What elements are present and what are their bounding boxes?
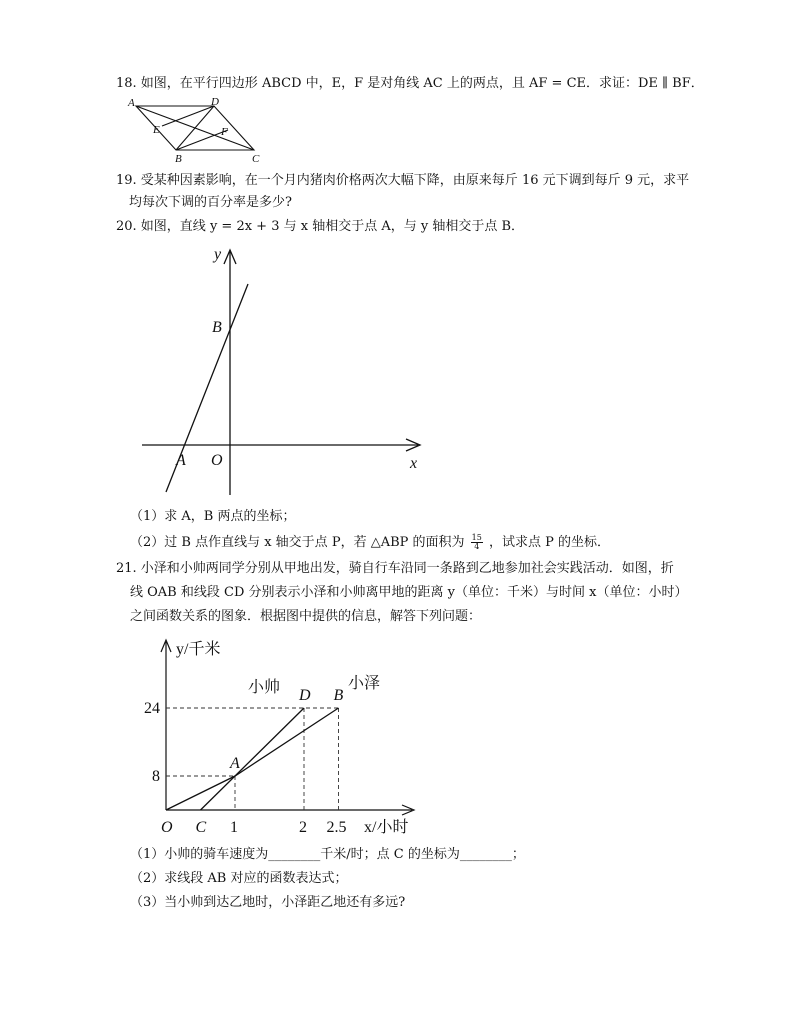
vertex-label: D	[299, 687, 311, 704]
q21-sub-2: （2）求线段 AB 对应的函数表达式；	[130, 871, 348, 886]
label-e: E	[153, 124, 160, 136]
x-axis-label: x	[410, 455, 418, 472]
q19-line-2: 均每次下调的百分率是多少?	[129, 195, 292, 210]
q21-sub-1: （1）小帅的骑车速度为________千米/时；点 C 的坐标为________；	[130, 847, 525, 862]
q21-line-2: 线 OAB 和线段 CD 分别表示小泽和小帅离甲地的距离 y（单位：千米）与时间 x（单位：小时）	[130, 585, 688, 600]
origin-label: O	[211, 452, 223, 469]
series-label-xiaoze: 小泽	[348, 675, 381, 692]
q20-sub-1: （1）求 A，B 两点的坐标；	[130, 509, 296, 524]
series-label-xiaoshuai: 小帅	[248, 679, 281, 696]
x-tick-label: 2.5	[326, 819, 347, 836]
series-line-2	[201, 708, 305, 810]
fraction-denominator: 4	[474, 542, 480, 551]
q20-text: 20. 如图，直线 y = 2x + 3 与 x 轴相交于点 A，与 y 轴相交于点 B．	[116, 219, 525, 234]
y-tick-label: 24	[144, 700, 160, 717]
label-a: A	[128, 97, 135, 109]
x-tick-label: C	[195, 819, 207, 836]
vertex-label: B	[333, 687, 344, 704]
point-a-label: A	[176, 452, 186, 469]
y-axis-label: y	[214, 246, 222, 263]
x-tick-label: 1	[230, 819, 238, 836]
point-b-label: B	[212, 319, 222, 336]
x-tick-label: O	[161, 819, 173, 836]
q21-sub-3: （3）当小帅到达乙地时，小泽距乙地还有多远?	[130, 895, 406, 910]
fraction-numerator: 15	[471, 533, 482, 542]
chart-x-axis-label: x/小时	[364, 819, 409, 836]
q20-sub-2-end: ，试求点 P 的坐标．	[488, 535, 610, 550]
q21-distance-time-chart	[136, 632, 446, 842]
q20-sub-2	[130, 534, 610, 552]
segment-de	[162, 106, 214, 126]
q21-line-3: 之间函数关系的图象．根据图中提供的信息，解答下列问题：	[130, 609, 482, 624]
q20-line-graph	[138, 240, 438, 502]
q18-text: 18. 如图，在平行四边形 ABCD 中，E，F 是对角线 AC 上的两点，且 AF = CE．求证：DE ∥ BF．	[116, 76, 704, 91]
q20-sub-2-start: （2）过 B 点作直线与 x 轴交于点 P，若 △ABP 的面积为	[130, 535, 465, 550]
q18-parallelogram-figure	[124, 96, 269, 164]
chart-y-axis-label: y/千米	[176, 641, 221, 658]
label-b: B	[175, 153, 182, 164]
diagonal-bd	[176, 106, 214, 150]
x-tick-label: 2	[299, 819, 307, 836]
vertex-label: A	[230, 755, 240, 772]
area-fraction	[471, 534, 483, 551]
label-d: D	[211, 96, 219, 108]
q19-line-1: 19. 受某种因素影响，在一个月内猪肉价格两次大幅下降，由原来每斤 16 元下调到每斤 9 元，求平	[116, 173, 690, 188]
label-c: C	[252, 153, 260, 164]
q21-line-1: 21. 小泽和小帅两同学分别从甲地出发，骑自行车沿同一条路到乙地参加社会实践活动．如图，折	[116, 561, 674, 576]
label-f: F	[221, 126, 228, 138]
y-tick-label: 8	[152, 768, 160, 785]
